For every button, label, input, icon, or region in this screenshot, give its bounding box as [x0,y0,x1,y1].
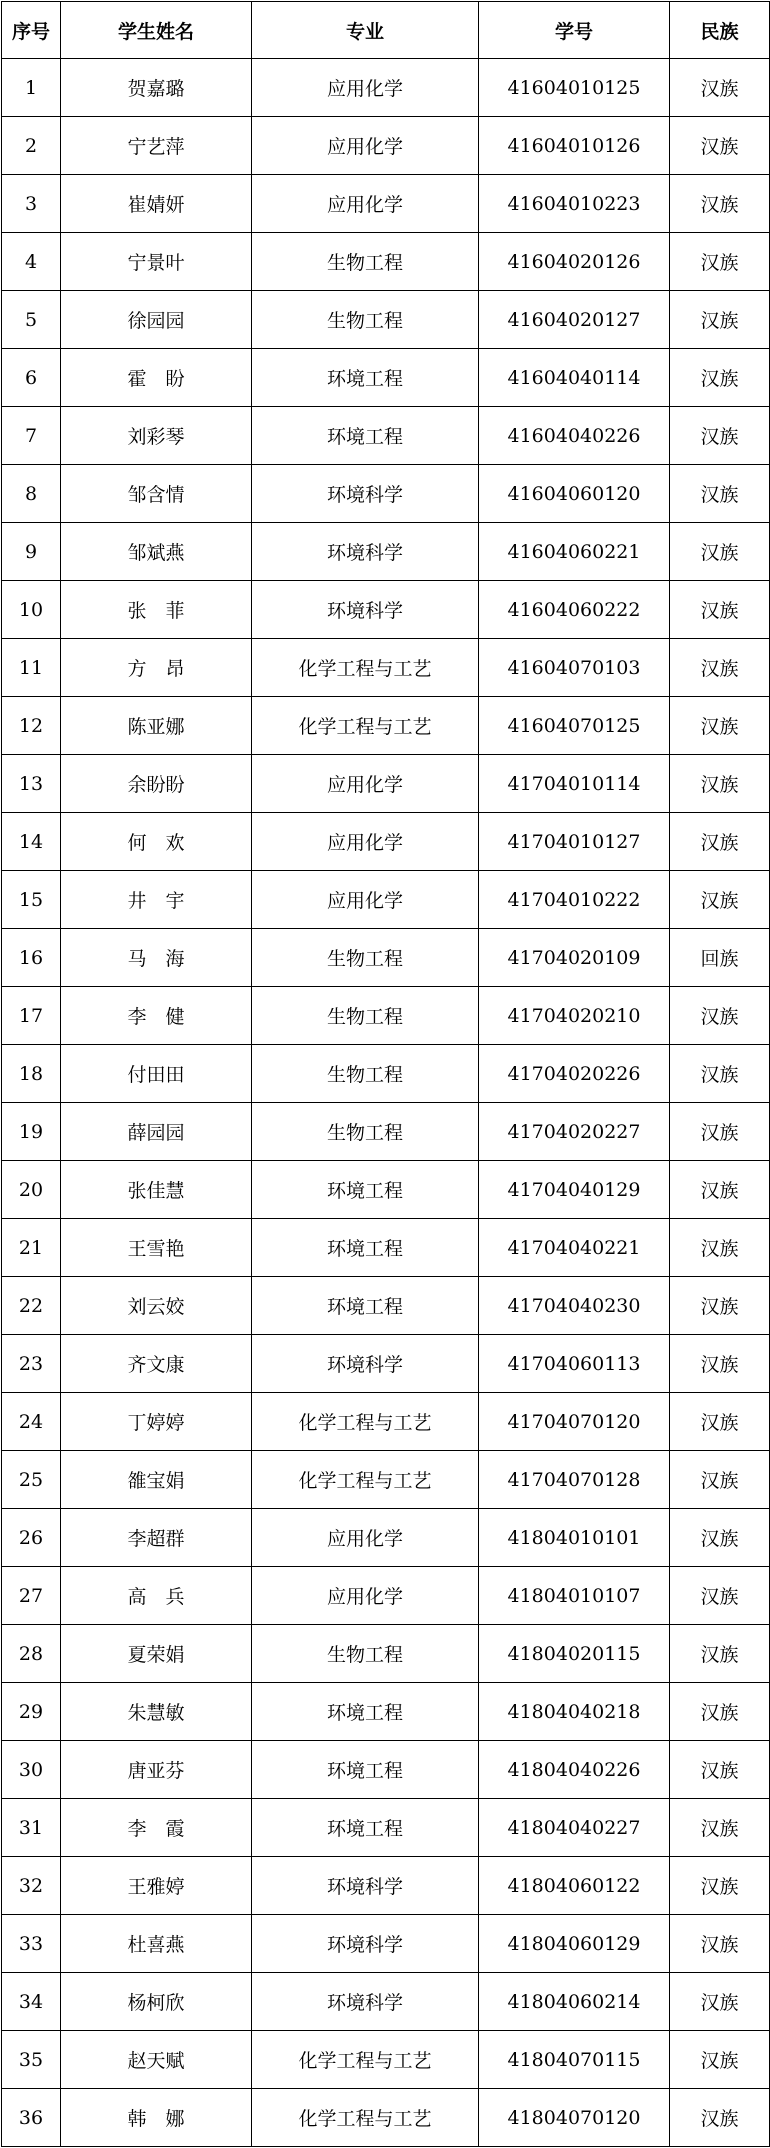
table-row [2,349,770,407]
cell-ethnicity: 汉族 [670,1625,770,1683]
cell-major: 环境科学 [252,465,479,523]
cell-seq: 2 [2,117,61,175]
cell-seq: 14 [2,813,61,871]
table-row [2,1973,770,2031]
cell-name: 宁艺萍 [61,117,252,175]
table-row [2,1161,770,1219]
cell-major: 化学工程与工艺 [252,2031,479,2089]
cell-major: 化学工程与工艺 [252,2089,479,2147]
cell-name: 刘云姣 [61,1277,252,1335]
cell-major: 应用化学 [252,813,479,871]
cell-name: 杜喜燕 [61,1915,252,1973]
cell-student-id: 41804060122 [479,1857,670,1915]
cell-seq: 22 [2,1277,61,1335]
cell-ethnicity: 汉族 [670,1683,770,1741]
cell-seq: 23 [2,1335,61,1393]
cell-major: 环境工程 [252,1277,479,1335]
cell-major: 生物工程 [252,1625,479,1683]
cell-student-id: 41704040221 [479,1219,670,1277]
cell-major: 生物工程 [252,987,479,1045]
cell-ethnicity: 汉族 [670,291,770,349]
cell-major: 环境工程 [252,1741,479,1799]
cell-name: 赵天赋 [61,2031,252,2089]
table-row [2,523,770,581]
cell-major: 生物工程 [252,929,479,987]
cell-major: 环境工程 [252,349,479,407]
cell-student-id: 41804020115 [479,1625,670,1683]
cell-ethnicity: 汉族 [670,175,770,233]
table-row [2,233,770,291]
cell-student-id: 41804070120 [479,2089,670,2147]
cell-major: 环境工程 [252,1219,479,1277]
cell-student-id: 41704020210 [479,987,670,1045]
cell-ethnicity: 汉族 [670,1393,770,1451]
header-row [2,2,770,59]
cell-student-id: 41604010126 [479,117,670,175]
table-row [2,1799,770,1857]
cell-name: 井 宇 [61,871,252,929]
cell-student-id: 41804040218 [479,1683,670,1741]
cell-ethnicity: 汉族 [670,349,770,407]
table-row [2,581,770,639]
cell-seq: 28 [2,1625,61,1683]
cell-ethnicity: 汉族 [670,813,770,871]
cell-ethnicity: 回族 [670,929,770,987]
table-row [2,1219,770,1277]
cell-major: 环境科学 [252,1857,479,1915]
cell-name: 唐亚芬 [61,1741,252,1799]
cell-seq: 15 [2,871,61,929]
table-row [2,2089,770,2147]
cell-name: 邹斌燕 [61,523,252,581]
cell-name: 宁景叶 [61,233,252,291]
cell-student-id: 41804040226 [479,1741,670,1799]
cell-student-id: 41804010107 [479,1567,670,1625]
cell-seq: 27 [2,1567,61,1625]
table-row [2,1625,770,1683]
cell-ethnicity: 汉族 [670,117,770,175]
cell-seq: 1 [2,59,61,117]
table-row [2,407,770,465]
cell-ethnicity: 汉族 [670,465,770,523]
cell-name: 杨柯欣 [61,1973,252,2031]
cell-major: 应用化学 [252,175,479,233]
cell-student-id: 41604070103 [479,639,670,697]
cell-seq: 5 [2,291,61,349]
cell-ethnicity: 汉族 [670,407,770,465]
cell-student-id: 41704010127 [479,813,670,871]
cell-major: 环境科学 [252,581,479,639]
cell-major: 环境工程 [252,1799,479,1857]
cell-name: 方 昂 [61,639,252,697]
table-row [2,987,770,1045]
table-row [2,813,770,871]
cell-name: 何 欢 [61,813,252,871]
cell-name: 马 海 [61,929,252,987]
cell-student-id: 41604040114 [479,349,670,407]
cell-name: 李 健 [61,987,252,1045]
cell-seq: 18 [2,1045,61,1103]
cell-ethnicity: 汉族 [670,1161,770,1219]
cell-seq: 16 [2,929,61,987]
table-row [2,465,770,523]
header-seq: 序号 [2,2,61,59]
cell-student-id: 41604070125 [479,697,670,755]
cell-student-id: 41604060222 [479,581,670,639]
cell-ethnicity: 汉族 [670,2089,770,2147]
cell-seq: 6 [2,349,61,407]
cell-seq: 19 [2,1103,61,1161]
cell-major: 生物工程 [252,233,479,291]
cell-major: 环境科学 [252,523,479,581]
table-row [2,1915,770,1973]
cell-ethnicity: 汉族 [670,1741,770,1799]
cell-ethnicity: 汉族 [670,2031,770,2089]
cell-student-id: 41704010222 [479,871,670,929]
cell-student-id: 41704040230 [479,1277,670,1335]
cell-name: 余盼盼 [61,755,252,813]
cell-seq: 25 [2,1451,61,1509]
cell-name: 齐文康 [61,1335,252,1393]
cell-ethnicity: 汉族 [670,871,770,929]
cell-student-id: 41604060221 [479,523,670,581]
cell-student-id: 41704070120 [479,1393,670,1451]
cell-major: 应用化学 [252,755,479,813]
cell-ethnicity: 汉族 [670,1799,770,1857]
cell-seq: 4 [2,233,61,291]
cell-name: 付田田 [61,1045,252,1103]
table-row [2,2031,770,2089]
cell-seq: 32 [2,1857,61,1915]
table-row [2,639,770,697]
cell-ethnicity: 汉族 [670,1335,770,1393]
cell-ethnicity: 汉族 [670,1045,770,1103]
table-row [2,755,770,813]
cell-name: 徐园园 [61,291,252,349]
cell-major: 应用化学 [252,59,479,117]
cell-seq: 10 [2,581,61,639]
cell-ethnicity: 汉族 [670,697,770,755]
cell-ethnicity: 汉族 [670,1857,770,1915]
cell-ethnicity: 汉族 [670,1915,770,1973]
cell-seq: 26 [2,1509,61,1567]
cell-name: 丁婷婷 [61,1393,252,1451]
table-row [2,1857,770,1915]
student-roster-table [1,1,770,2147]
table-row [2,1683,770,1741]
cell-ethnicity: 汉族 [670,233,770,291]
cell-name: 夏荣娟 [61,1625,252,1683]
cell-ethnicity: 汉族 [670,987,770,1045]
cell-ethnicity: 汉族 [670,1567,770,1625]
cell-major: 环境科学 [252,1915,479,1973]
cell-major: 环境工程 [252,1161,479,1219]
table-row [2,1567,770,1625]
cell-seq: 17 [2,987,61,1045]
cell-major: 环境工程 [252,1683,479,1741]
cell-name: 贺嘉璐 [61,59,252,117]
cell-seq: 11 [2,639,61,697]
cell-student-id: 41704010114 [479,755,670,813]
cell-name: 张 菲 [61,581,252,639]
cell-seq: 7 [2,407,61,465]
table-row [2,697,770,755]
cell-seq: 36 [2,2089,61,2147]
cell-major: 化学工程与工艺 [252,1393,479,1451]
header-ethnicity: 民族 [670,2,770,59]
cell-ethnicity: 汉族 [670,1509,770,1567]
table-row [2,175,770,233]
cell-student-id: 41804060129 [479,1915,670,1973]
cell-name: 朱慧敏 [61,1683,252,1741]
table-row [2,291,770,349]
cell-ethnicity: 汉族 [670,1277,770,1335]
cell-student-id: 41704060113 [479,1335,670,1393]
cell-seq: 3 [2,175,61,233]
cell-student-id: 41604020127 [479,291,670,349]
cell-student-id: 41604060120 [479,465,670,523]
table-header [2,2,770,59]
cell-student-id: 41804060214 [479,1973,670,2031]
cell-student-id: 41704020226 [479,1045,670,1103]
table-row [2,1393,770,1451]
cell-name: 王雅婷 [61,1857,252,1915]
cell-seq: 30 [2,1741,61,1799]
cell-name: 邹含情 [61,465,252,523]
header-major: 专业 [252,2,479,59]
cell-name: 韩 娜 [61,2089,252,2147]
cell-name: 刘彩琴 [61,407,252,465]
cell-student-id: 41604020126 [479,233,670,291]
cell-name: 高 兵 [61,1567,252,1625]
cell-seq: 12 [2,697,61,755]
cell-seq: 9 [2,523,61,581]
cell-major: 环境工程 [252,407,479,465]
cell-seq: 34 [2,1973,61,2031]
table-row [2,1451,770,1509]
table-row [2,1103,770,1161]
cell-student-id: 41604010223 [479,175,670,233]
cell-ethnicity: 汉族 [670,1103,770,1161]
cell-student-id: 41604010125 [479,59,670,117]
cell-seq: 29 [2,1683,61,1741]
cell-major: 化学工程与工艺 [252,697,479,755]
cell-major: 环境科学 [252,1335,479,1393]
cell-seq: 21 [2,1219,61,1277]
table-body [2,59,770,2147]
cell-ethnicity: 汉族 [670,755,770,813]
cell-ethnicity: 汉族 [670,59,770,117]
table-row [2,871,770,929]
cell-ethnicity: 汉族 [670,581,770,639]
cell-name: 陈亚娜 [61,697,252,755]
cell-major: 生物工程 [252,1103,479,1161]
cell-name: 李超群 [61,1509,252,1567]
table-row [2,1045,770,1103]
cell-name: 王雪艳 [61,1219,252,1277]
cell-name: 薛园园 [61,1103,252,1161]
cell-student-id: 41804010101 [479,1509,670,1567]
cell-seq: 24 [2,1393,61,1451]
cell-major: 化学工程与工艺 [252,639,479,697]
cell-student-id: 41804070115 [479,2031,670,2089]
table-row [2,1335,770,1393]
cell-student-id: 41704070128 [479,1451,670,1509]
cell-ethnicity: 汉族 [670,1973,770,2031]
cell-seq: 33 [2,1915,61,1973]
cell-name: 崔婧妍 [61,175,252,233]
header-student-id: 学号 [479,2,670,59]
cell-major: 生物工程 [252,1045,479,1103]
cell-seq: 20 [2,1161,61,1219]
cell-major: 应用化学 [252,1567,479,1625]
cell-major: 应用化学 [252,1509,479,1567]
cell-student-id: 41704020227 [479,1103,670,1161]
cell-major: 生物工程 [252,291,479,349]
cell-name: 李 霞 [61,1799,252,1857]
cell-major: 化学工程与工艺 [252,1451,479,1509]
cell-seq: 8 [2,465,61,523]
cell-seq: 35 [2,2031,61,2089]
cell-student-id: 41804040227 [479,1799,670,1857]
cell-ethnicity: 汉族 [670,1219,770,1277]
cell-student-id: 41704040129 [479,1161,670,1219]
cell-seq: 31 [2,1799,61,1857]
cell-seq: 13 [2,755,61,813]
table-row [2,117,770,175]
table-row [2,1509,770,1567]
cell-name: 雒宝娟 [61,1451,252,1509]
table-row [2,929,770,987]
cell-student-id: 41604040226 [479,407,670,465]
cell-major: 应用化学 [252,871,479,929]
cell-major: 应用化学 [252,117,479,175]
table-row [2,59,770,117]
cell-name: 霍 盼 [61,349,252,407]
cell-ethnicity: 汉族 [670,1451,770,1509]
table-row [2,1741,770,1799]
cell-name: 张佳慧 [61,1161,252,1219]
table-row [2,1277,770,1335]
cell-ethnicity: 汉族 [670,639,770,697]
header-name: 学生姓名 [61,2,252,59]
cell-major: 环境科学 [252,1973,479,2031]
cell-student-id: 41704020109 [479,929,670,987]
cell-ethnicity: 汉族 [670,523,770,581]
